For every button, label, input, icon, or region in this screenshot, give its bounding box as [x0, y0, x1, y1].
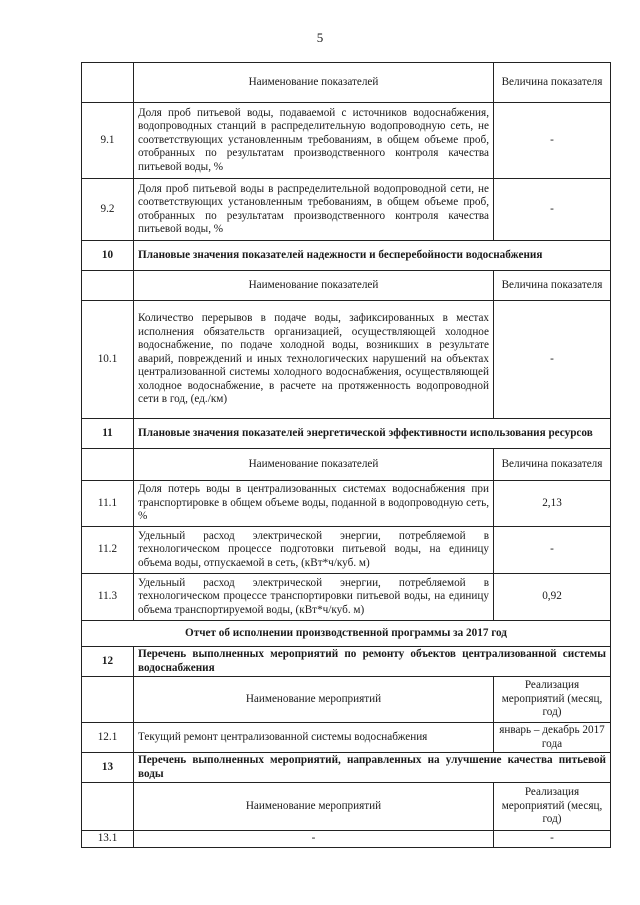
section-row [82, 419, 611, 449]
row-value: - [494, 103, 611, 179]
measures-header-row [82, 783, 611, 831]
row-number: 13.1 [82, 831, 134, 848]
row-number: 10.1 [82, 301, 134, 419]
row-value: 0,92 [494, 574, 611, 621]
section-number: 11 [82, 419, 134, 449]
header-indicator-value: Величина показателя [494, 271, 611, 301]
table-row [82, 723, 611, 753]
page-number: 5 [316, 30, 324, 45]
table-row [82, 179, 611, 241]
header-num-cell [82, 63, 134, 103]
header-indicator-name: Наименование показателей [134, 449, 494, 481]
section-title: Плановые значения показателей надежности и бесперебойности водоснабжения [134, 241, 611, 271]
table-row [82, 481, 611, 527]
header-indicator-value: Величина показателя [494, 63, 611, 103]
header-measure-name: Наименование мероприятий [134, 783, 494, 831]
section-row [82, 241, 611, 271]
row-number: 11.1 [82, 481, 134, 527]
measures-header-row [82, 677, 611, 723]
row-number: 11.3 [82, 574, 134, 621]
row-number: 9.2 [82, 179, 134, 241]
header-indicator-name: Наименование показателей [134, 271, 494, 301]
row-value: - [494, 179, 611, 241]
table-header-row [82, 63, 611, 103]
row-text: Текущий ремонт централизованной системы водоснабжения [134, 723, 494, 753]
row-value: январь – декабрь 2017 года [494, 723, 611, 753]
table-row [82, 301, 611, 419]
row-number: 11.2 [82, 527, 134, 574]
header-num-cell [82, 783, 134, 831]
row-value: 2,13 [494, 481, 611, 527]
header-num-cell [82, 271, 134, 301]
section-number: 13 [82, 753, 134, 783]
header-indicator-value: Величина показателя [494, 449, 611, 481]
table-header-row [82, 449, 611, 481]
section-row [82, 647, 611, 677]
section-title: Плановые значения показателей энергетической эффективности использования ресурсов [134, 419, 611, 449]
row-number: 12.1 [82, 723, 134, 753]
header-indicator-name: Наименование показателей [134, 63, 494, 103]
row-value: - [494, 301, 611, 419]
table-row [82, 831, 611, 848]
table-header-row [82, 271, 611, 301]
row-text: Количество перерывов в подаче воды, зафиксированных в местах исполнения обязательств организацией, осуществляющей холодное водоснабжение, по подаче холодной воды, возникших в результате аварий, повреждений и иных технологических нарушений на объектах централизованной системы холодного водоснабжения, осуществляющей холодное водоснабжение, в расчете на протяженность водопроводной сети в год, (ед./км) [134, 301, 494, 419]
table-row [82, 574, 611, 621]
row-value: - [494, 527, 611, 574]
row-number: 9.1 [82, 103, 134, 179]
section-number: 12 [82, 647, 134, 677]
indicators-table [81, 62, 611, 848]
section-title: Перечень выполненных мероприятий по ремонту объектов централизованной системы водоснабжения [134, 647, 611, 677]
header-num-cell [82, 449, 134, 481]
row-text: Доля проб питьевой воды, подаваемой с источников водоснабжения, водопроводных станций в распределительную водопроводную сеть, не соответствующих установленным требованиям, в общем объеме проб, отобранных по результатам производственного контроля качества питьевой воды, % [134, 103, 494, 179]
row-text: Удельный расход электрической энергии, потребляемой в технологическом процессе транспортировки питьевой воды, на единицу объема транспортируемой воды, (кВт*ч/куб. м) [134, 574, 494, 621]
table-row [82, 103, 611, 179]
section-title: Перечень выполненных мероприятий, направленных на улучшение качества питьевой воды [134, 753, 611, 783]
row-text: Доля потерь воды в централизованных системах водоснабжения при транспортировке в общем объеме воды, поданной в водопроводную сеть, % [134, 481, 494, 527]
row-value: - [494, 831, 611, 848]
header-measure-date: Реализация мероприятий (месяц, год) [494, 677, 611, 723]
section-number: 10 [82, 241, 134, 271]
row-text: - [134, 831, 494, 848]
section-row [82, 753, 611, 783]
header-measure-date: Реализация мероприятий (месяц, год) [494, 783, 611, 831]
header-num-cell [82, 677, 134, 723]
table-row [82, 527, 611, 574]
header-measure-name: Наименование мероприятий [134, 677, 494, 723]
row-text: Удельный расход электрической энергии, потребляемой в технологическом процессе подготовки питьевой воды, на единицу объема воды, отпускаемой в сеть, (кВт*ч/куб. м) [134, 527, 494, 574]
report-title: Отчет об исполнении производственной программы за 2017 год [82, 621, 611, 647]
row-text: Доля проб питьевой воды в распределительной водопроводной сети, не соответствующих установленным требованиям, в общем объеме проб, отобранных по результатам производственного контроля качества питьевой воды, % [134, 179, 494, 241]
report-title-row [82, 621, 611, 647]
